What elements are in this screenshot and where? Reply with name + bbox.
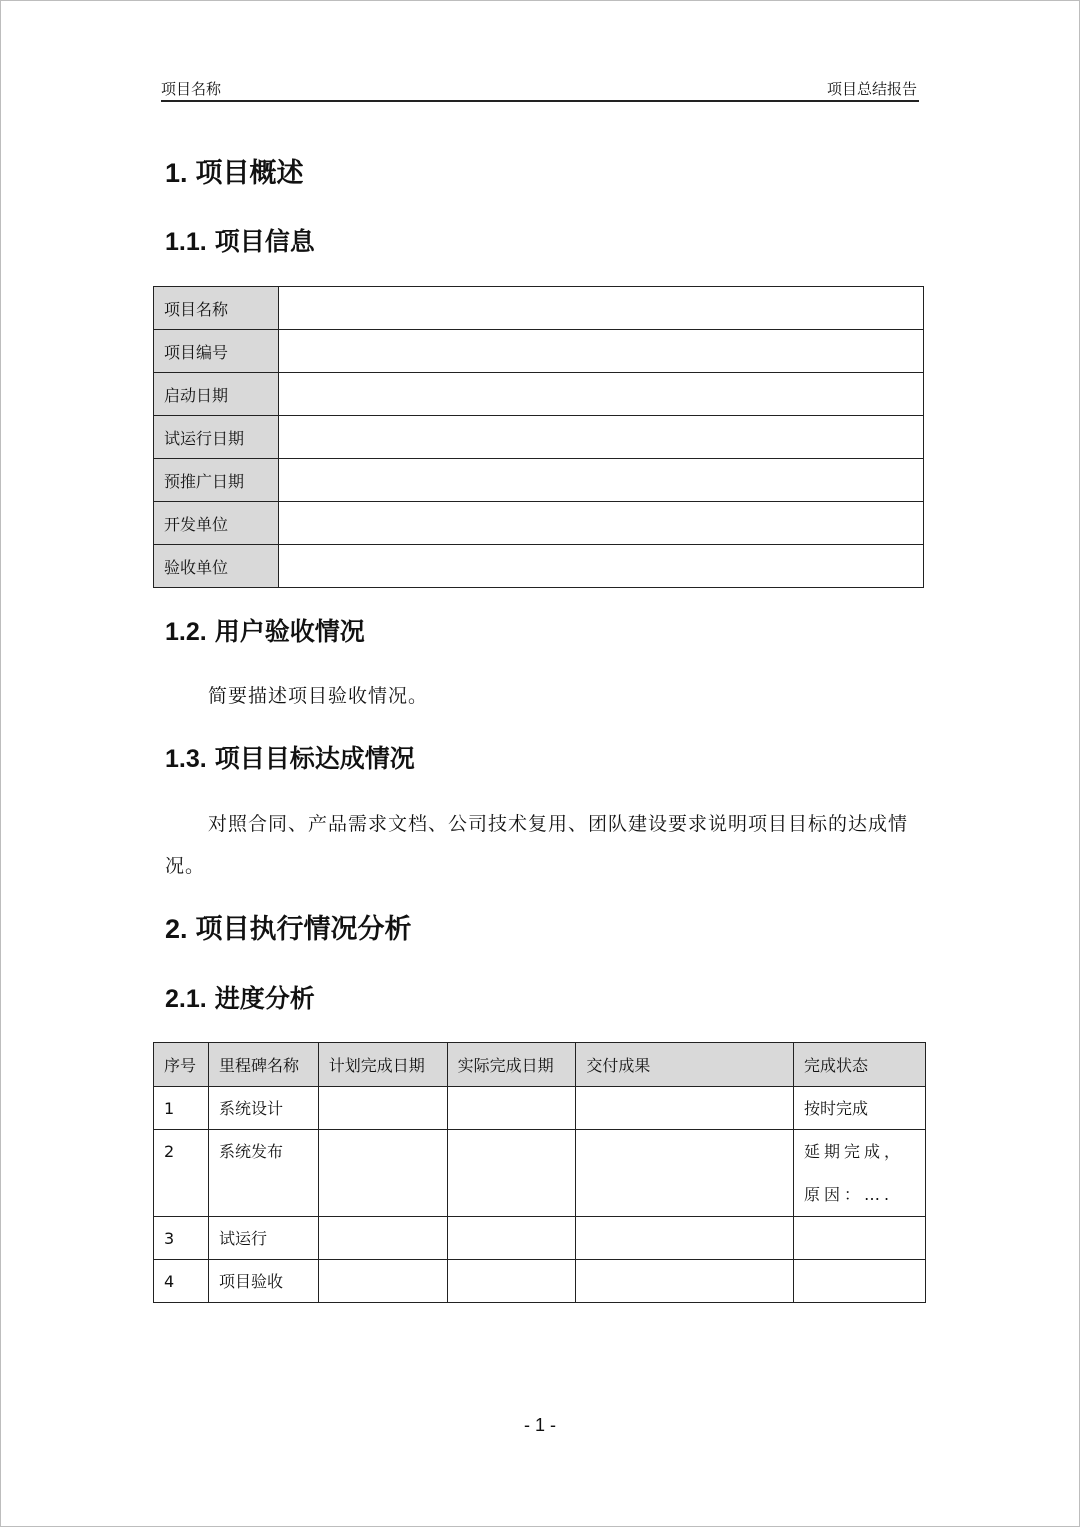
col-header-actual-date: 实际完成日期: [447, 1043, 576, 1087]
cell-deliverable: [576, 1217, 794, 1260]
cell-status: 延期完成，原因：….: [794, 1130, 926, 1217]
info-value: [279, 416, 924, 459]
info-label: 项目编号: [154, 330, 279, 373]
table-row: [154, 373, 924, 416]
info-value: [279, 287, 924, 330]
info-label: 验收单位: [154, 545, 279, 588]
heading-user-acceptance: [165, 619, 365, 645]
cell-no: 2: [154, 1130, 209, 1217]
cell-planned: [318, 1130, 447, 1217]
info-label: 启动日期: [154, 373, 279, 416]
info-value: [279, 373, 924, 416]
heading-schedule-analysis: [165, 986, 315, 1012]
info-label: 开发单位: [154, 502, 279, 545]
info-value: [279, 330, 924, 373]
heading-text: 项目目标达成情况: [214, 744, 415, 773]
cell-no: 4: [154, 1260, 209, 1303]
heading-text: 用户验收情况: [214, 617, 365, 646]
cell-actual: [447, 1260, 576, 1303]
cell-status: [794, 1260, 926, 1303]
table-row: [154, 416, 924, 459]
project-info-table: [153, 286, 924, 588]
col-header-no: 序号: [154, 1043, 209, 1087]
table-row: [154, 1130, 926, 1217]
cell-actual: [447, 1217, 576, 1260]
info-label: 项目名称: [154, 287, 279, 330]
heading-text: 项目执行情况分析: [195, 914, 412, 945]
cell-status: [794, 1217, 926, 1260]
heading-number: 1.3.: [165, 745, 207, 773]
table-header-row: [154, 1043, 926, 1087]
table-row: [154, 330, 924, 373]
cell-planned: [318, 1087, 447, 1130]
cell-milestone: 系统设计: [208, 1087, 318, 1130]
cell-milestone: 试运行: [208, 1217, 318, 1260]
table-row: [154, 502, 924, 545]
heading-text: 进度分析: [214, 984, 315, 1013]
info-label: 预推广日期: [154, 459, 279, 502]
heading-text: 项目概述: [195, 158, 304, 189]
heading-number: 2.1.: [165, 985, 207, 1013]
heading-number: 1.2.: [165, 618, 207, 646]
heading-project-overview: [165, 160, 304, 187]
info-value: [279, 502, 924, 545]
cell-deliverable: [576, 1087, 794, 1130]
cell-actual: [447, 1087, 576, 1130]
heading-number: 1.1.: [165, 228, 207, 256]
page-header: [161, 74, 919, 102]
header-project-name: 项目名称: [161, 80, 222, 98]
cell-planned: [318, 1217, 447, 1260]
table-row: [154, 545, 924, 588]
col-header-status: 完成状态: [794, 1043, 926, 1087]
info-value: [279, 459, 924, 502]
cell-no: 1: [154, 1087, 209, 1130]
table-row: [154, 1217, 926, 1260]
paragraph-acceptance: 简要描述项目验收情况。: [208, 685, 429, 707]
info-value: [279, 545, 924, 588]
cell-deliverable: [576, 1130, 794, 1217]
heading-execution-analysis: [165, 916, 412, 943]
table-row: [154, 287, 924, 330]
heading-number: 2.: [165, 914, 188, 944]
table-row: [154, 1260, 926, 1303]
cell-actual: [447, 1130, 576, 1217]
col-header-planned-date: 计划完成日期: [318, 1043, 447, 1087]
cell-deliverable: [576, 1260, 794, 1303]
paragraph-goal: 对照合同、产品需求文档、公司技术复用、团队建设要求说明项目目标的达成情况。: [165, 813, 909, 877]
heading-number: 1.: [165, 158, 188, 188]
cell-planned: [318, 1260, 447, 1303]
page-number: - 1 -: [523, 1415, 556, 1435]
heading-project-info: [165, 229, 315, 255]
cell-milestone: 项目验收: [208, 1260, 318, 1303]
info-label: 试运行日期: [154, 416, 279, 459]
col-header-deliverable: 交付成果: [576, 1043, 794, 1087]
header-report-title: 项目总结报告: [826, 80, 917, 98]
cell-no: 3: [154, 1217, 209, 1260]
col-header-milestone: 里程碑名称: [208, 1043, 318, 1087]
heading-text: 项目信息: [214, 227, 315, 256]
table-row: [154, 459, 924, 502]
cell-status: 按时完成: [794, 1087, 926, 1130]
table-row: [154, 1087, 926, 1130]
heading-goal-achievement: [165, 746, 415, 772]
progress-table: [153, 1042, 926, 1303]
cell-milestone: 系统发布: [208, 1130, 318, 1217]
